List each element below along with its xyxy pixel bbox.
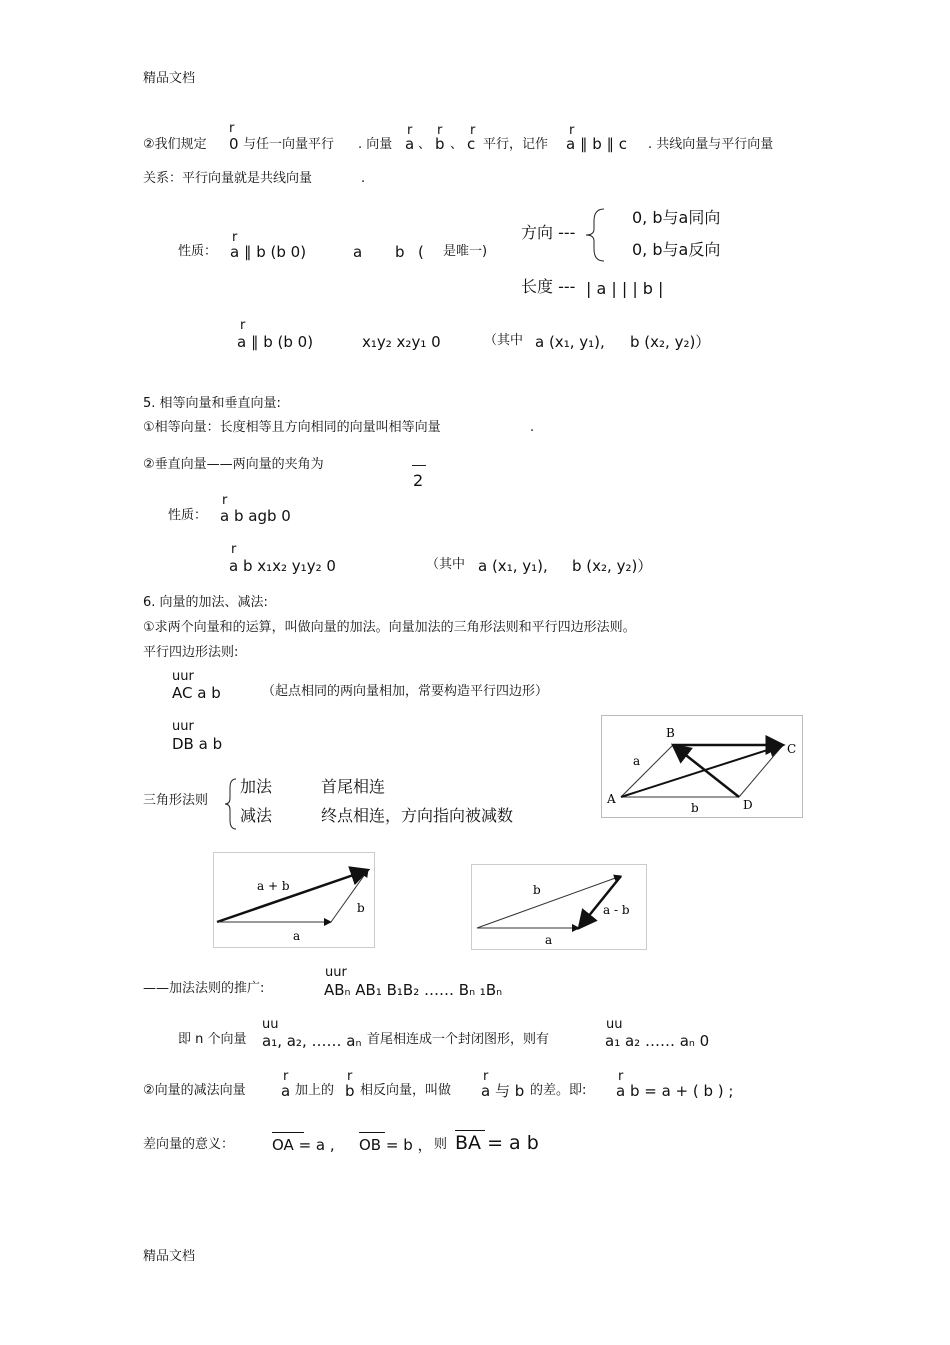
point-d-label: D [743, 798, 753, 812]
oa-equation: OA = a , [272, 1136, 335, 1154]
direction-same: 0, b与a同向 [632, 208, 721, 227]
parallelogram-rule-label: 平行四边形法则: [143, 645, 239, 660]
note-b: b (x₂, y₂)） [572, 557, 653, 575]
note-a: a (x₁, y₁), [535, 333, 605, 351]
generalization-expression: ABₙ AB₁ B₁B₂ …… Bₙ ₁Bₙ [324, 981, 503, 999]
para1-mid3: 平行，记作 [483, 137, 549, 152]
arrow-mark: r [618, 1069, 624, 1084]
section-5-title: 5. 相等向量和垂直向量: [143, 396, 281, 411]
note-open: （其中 [484, 333, 524, 348]
arrow-mark: uur [172, 719, 194, 734]
subtraction-mid3: 的差。即: [530, 1083, 587, 1098]
vector-b-label: b [691, 801, 699, 815]
overline-ba [455, 1130, 485, 1131]
db-equation: DB a b [172, 735, 223, 753]
arrow-mark: uur [325, 965, 347, 980]
note-b: b (x₂, y₂)） [630, 333, 711, 351]
para1-mid1: 与任一向量平行 [243, 137, 335, 152]
arrow-mark: r [231, 542, 237, 557]
subtraction-mid2: 相反向量，叫做 [360, 1083, 452, 1098]
arrow-mark: r [240, 318, 246, 333]
arrow-mark: r [437, 123, 443, 138]
para1-end: . 共线向量与平行向量 [648, 137, 774, 152]
closed-figure-mid: 首尾相连成一个封闭图形，则有 [367, 1032, 550, 1047]
arrow-mark: r [347, 1069, 353, 1084]
subtraction-label: 减法 [240, 806, 273, 825]
period: . [530, 420, 535, 435]
paren: ( [418, 243, 424, 261]
overline-ob [359, 1132, 385, 1133]
length-label: 长度 --- [521, 277, 576, 296]
ac-equation: AC a b [172, 684, 221, 702]
brace-icon [580, 205, 610, 265]
generalization-label: ——加法法则的推广: [143, 981, 265, 996]
point-b-label: B [666, 726, 675, 740]
parallel-expression: a ∥ b ∥ c [566, 135, 628, 153]
closed-figure-prefix: 即 n 个向量 [178, 1032, 247, 1047]
addition-def: ①求两个向量和的运算，叫做向量的加法。向量加法的三角形法则和平行四边形法则。 [143, 620, 636, 635]
section-6-title: 6. 向量的加法、减法: [143, 595, 268, 610]
arrow-mark: r [470, 123, 476, 138]
difference-meaning-label: 差向量的意义： [143, 1137, 235, 1152]
vector-a: a [353, 243, 363, 261]
vector-a: a [281, 1082, 291, 1100]
page-footer: 精品文档 [143, 1249, 196, 1264]
closed-figure-sum: a₁ a₂ …… aₙ 0 [605, 1032, 710, 1050]
note-open: （其中 [426, 557, 466, 572]
arrow-mark: uur [172, 669, 194, 684]
arrow-mark: r [483, 1069, 489, 1084]
vector-c: c [467, 135, 476, 153]
page-header: 精品文档 [143, 71, 196, 86]
vector-a: a [405, 135, 415, 153]
fraction-denominator: 2 [413, 471, 424, 490]
addition-triangle-figure [213, 852, 375, 948]
vector-b-label: b [357, 901, 365, 915]
brace-icon [222, 776, 240, 832]
a-and-b: a 与 b [481, 1082, 525, 1100]
vector-b-label: b [533, 883, 541, 897]
subtraction-prefix: ②向量的减法向量 [143, 1083, 246, 1098]
cross-product-zero: x₁y₂ x₂y₁ 0 [362, 333, 441, 351]
fraction-bar [412, 465, 426, 466]
vector-b: b [345, 1082, 355, 1100]
para1-line2: 关系：平行向量就是共线向量 [143, 171, 313, 186]
para1-mid2: . 向量 [358, 137, 393, 152]
property-label: 性质： [178, 244, 218, 259]
arrow-mark: r [229, 121, 235, 136]
perpendicular-property: a b agb 0 [220, 507, 291, 525]
addition-label: 加法 [240, 777, 273, 796]
direction-opposite: 0, b与a反向 [632, 240, 721, 259]
zero-vector: 0 [229, 135, 239, 153]
then-word: 则 [434, 1137, 448, 1152]
arrow-mark: uu [606, 1017, 623, 1032]
equal-vector-def: ①相等向量：长度相等且方向相同的向量叫相等向量 [143, 420, 441, 435]
para1-prefix: ②我们规定 [143, 137, 207, 152]
note-a: a (x₁, y₁), [478, 557, 548, 575]
vector-b: b [395, 243, 405, 261]
arrow-mark: r [283, 1069, 289, 1084]
subtraction-expression: a b = a + ( b ) ; [616, 1082, 734, 1100]
subtraction-triangle-figure [471, 864, 647, 950]
parallel-condition: a ∥ b (b 0) [230, 243, 307, 261]
length-expression: | a | | | b | [586, 279, 664, 298]
subtraction-mid1: 加上的 [295, 1083, 335, 1098]
addition-description: 首尾相连 [321, 777, 386, 796]
overline-oa [272, 1132, 304, 1133]
arrow-mark: r [569, 123, 575, 138]
separator: 、 [418, 137, 432, 152]
parallel-coord-condition: a ∥ b (b 0) [237, 333, 314, 351]
difference-label: a - b [603, 903, 630, 917]
parallelogram-figure [601, 715, 803, 818]
ob-equation: OB = b ， [359, 1136, 433, 1154]
unique-note: 是唯一) [443, 244, 488, 259]
vector-a-label: a [633, 754, 641, 768]
vector-a-label: a [293, 929, 301, 943]
point-c-label: C [787, 742, 797, 756]
point-a-label: A [607, 792, 616, 806]
period: . [361, 171, 366, 186]
sum-label: a + b [257, 879, 290, 893]
direction-label: 方向 --- [521, 223, 576, 242]
perpendicular-coord-condition: a b x₁x₂ y₁y₂ 0 [229, 557, 336, 575]
separator: 、 [450, 137, 464, 152]
arrow-mark: uu [262, 1017, 279, 1032]
arrow-mark: r [407, 123, 413, 138]
ac-equation-note: （起点相同的两向量相加，常要构造平行四边形） [262, 684, 549, 699]
arrow-mark: r [222, 493, 228, 508]
vector-b: b [435, 135, 445, 153]
subtraction-description: 终点相连，方向指向被减数 [321, 806, 514, 825]
closed-figure-vectors: a₁, a₂, …… aₙ [262, 1032, 362, 1050]
property-label: 性质： [168, 508, 208, 523]
perpendicular-def: ②垂直向量——两向量的夹角为 [143, 457, 324, 472]
triangle-rule-label: 三角形法则 [143, 793, 209, 808]
arrow-mark: r [232, 230, 238, 245]
ba-equation: BA = a b [455, 1132, 539, 1154]
vector-a-label: a [545, 933, 553, 947]
